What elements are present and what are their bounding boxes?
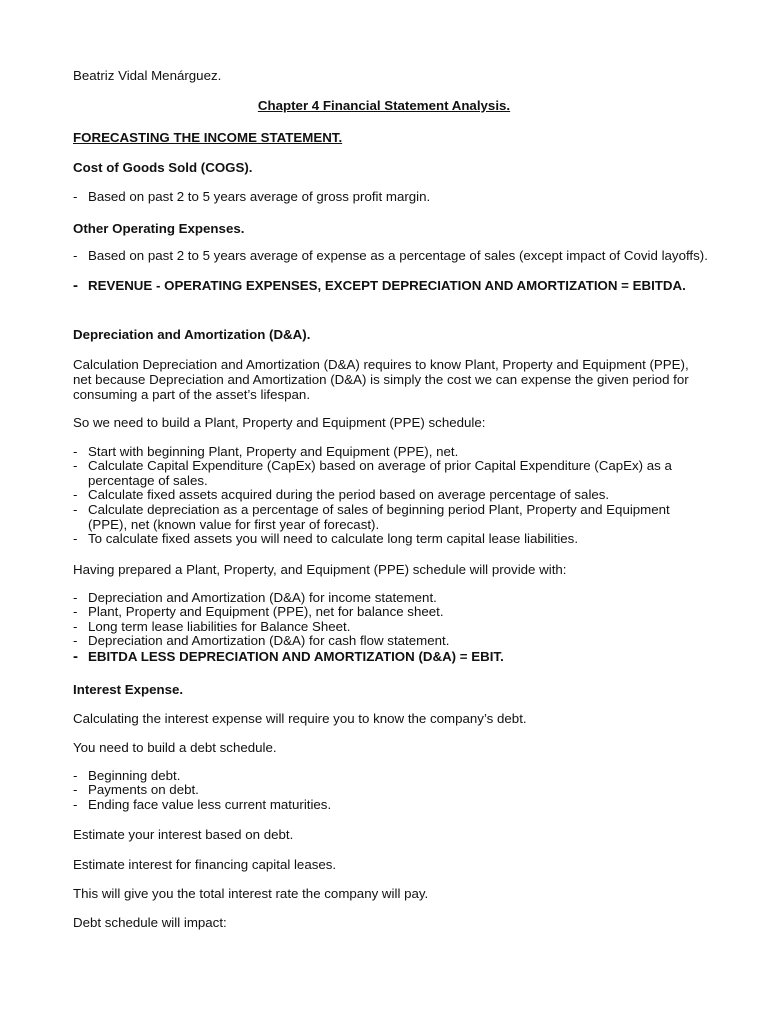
bullet-text: Long term lease liabilities for Balance Sheet. — [88, 619, 351, 634]
da-heading: Depreciation and Amortization (D&A). — [73, 327, 311, 342]
bullet-dash: - — [73, 648, 78, 665]
bullet-dash: - — [73, 782, 78, 797]
bullet-dash: - — [73, 189, 78, 204]
interest-paragraph: Calculating the interest expense will require you to know the company’s debt. — [73, 711, 527, 726]
interest-paragraph: You need to build a debt schedule. — [73, 740, 277, 755]
bullet-text: REVENUE - OPERATING EXPENSES, EXCEPT DEPRECIATION AND AMORTIZATION = EBITDA. — [88, 278, 686, 293]
da-paragraph: Calculation Depreciation and Amortization (D&A) requires to know Plant, Property and Equipment (PPE), net because Depreciation and Amortization (D&A) is simply the cost we can expense the given period for consuming a part of the asset’s lifespan. — [73, 357, 689, 402]
other-opex-heading: Other Operating Expenses. — [73, 221, 245, 236]
author-name: Beatriz Vidal Menárguez. — [73, 68, 222, 83]
bullet-dash: - — [73, 248, 78, 263]
bullet-text: Ending face value less current maturities. — [88, 797, 332, 812]
bullet-text: Calculate depreciation as a percentage of sales of beginning period Plant, Property and Equipment (PPE), net (known value for first year of forecast). — [88, 502, 670, 532]
bullet-dash: - — [73, 444, 78, 459]
bullet-text: Depreciation and Amortization (D&A) for cash flow statement. — [88, 633, 450, 648]
bullet-dash: - — [73, 797, 78, 812]
bullet-text: EBITDA LESS DEPRECIATION AND AMORTIZATION (D&A) = EBIT. — [88, 649, 504, 664]
bullet-text: Based on past 2 to 5 years average of expense as a percentage of sales (except impact of Covid layoffs). — [88, 248, 708, 263]
interest-heading: Interest Expense. — [73, 682, 184, 697]
bullet-text: Beginning debt. — [88, 768, 181, 783]
bullet-text: Based on past 2 to 5 years average of gross profit margin. — [88, 189, 431, 204]
bullet-dash: - — [73, 633, 78, 648]
section-title: FORECASTING THE INCOME STATEMENT. — [73, 130, 343, 145]
bullet-text: Calculate fixed assets acquired during the period based on average percentage of sales. — [88, 487, 610, 502]
bullet-dash: - — [73, 768, 78, 783]
bullet-dash: - — [73, 619, 78, 634]
bullet-dash: - — [73, 604, 78, 619]
bullet-text: Depreciation and Amortization (D&A) for income statement. — [88, 590, 437, 605]
bullet-dash: - — [73, 590, 78, 605]
chapter-title: Chapter 4 Financial Statement Analysis. — [257, 98, 511, 113]
interest-paragraph: Estimate interest for financing capital leases. — [73, 857, 337, 872]
bullet-text: Calculate Capital Expenditure (CapEx) based on average of prior Capital Expenditure (CapEx) as a percentage of sales. — [88, 458, 672, 488]
bullet-text: Plant, Property and Equipment (PPE), net for balance sheet. — [88, 604, 444, 619]
bullet-dash: - — [73, 531, 78, 546]
interest-paragraph: Debt schedule will impact: — [73, 915, 227, 930]
da-paragraph: So we need to build a Plant, Property and Equipment (PPE) schedule: — [73, 415, 486, 430]
interest-paragraph: Estimate your interest based on debt. — [73, 827, 294, 842]
bullet-dash: - — [73, 502, 78, 517]
bullet-text: Payments on debt. — [88, 782, 199, 797]
bullet-text: Start with beginning Plant, Property and Equipment (PPE), net. — [88, 444, 459, 459]
cogs-heading: Cost of Goods Sold (COGS). — [73, 160, 253, 175]
bullet-dash: - — [73, 458, 78, 473]
interest-paragraph: This will give you the total interest rate the company will pay. — [73, 886, 429, 901]
bullet-dash: - — [73, 487, 78, 502]
da-paragraph: Having prepared a Plant, Property, and Equipment (PPE) schedule will provide with: — [73, 562, 567, 577]
bullet-text: To calculate fixed assets you will need to calculate long term capital lease liabilities. — [88, 531, 579, 546]
bullet-dash: - — [73, 277, 78, 294]
